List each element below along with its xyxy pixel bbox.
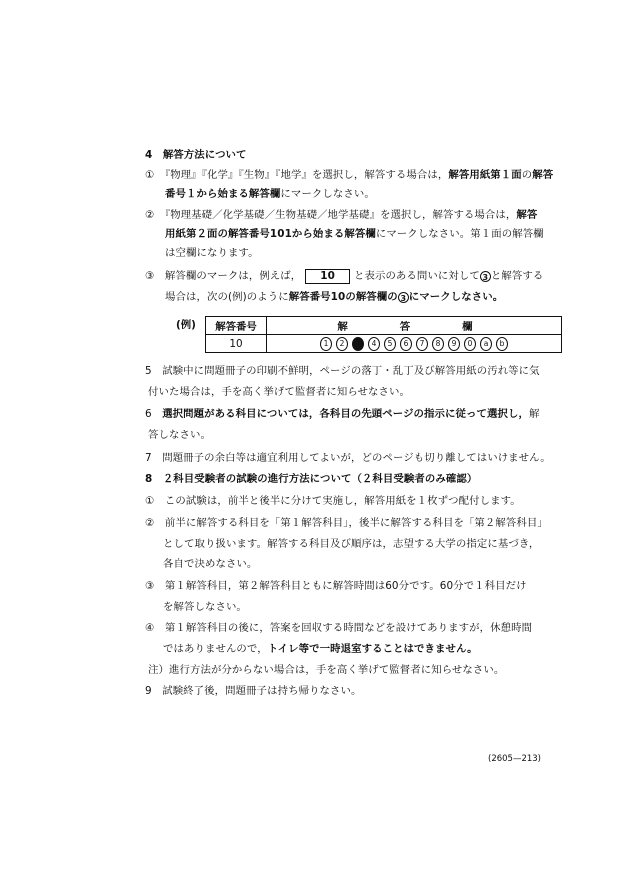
s6-line1: 6 選択問題がある科目については，各科目の先頭ページの指示に従って選択し，解 <box>145 408 540 420</box>
s4-item2-line1: ② 『物理基礎／化学基礎／生物基礎／地学基礎』を選択し，解答する場合は，解答 <box>145 209 538 221</box>
s4-item3-line2: 場合は，次の(例)のように解答番号10の解答欄の 3 にマークしなさい。 <box>165 291 504 303</box>
answer-bubbles <box>267 335 562 353</box>
s8-item3-line1: ③ 第１解答科目，第２解答科目ともに解答時間は60分です。60分で１科目だけ <box>145 580 527 592</box>
page-code: (2605—213) <box>488 754 541 764</box>
s8-item1: ① この試験は，前半と後半に分けて実施し，解答用紙を１枚ずつ配付します。 <box>145 495 521 507</box>
answer-bubble: 1 <box>320 337 332 351</box>
s5-line1: 5 試験中に問題冊子の印刷不鮮明，ページの落丁・乱丁及び解答用紙の汚れ等に気 <box>145 365 540 377</box>
s6-line2: 答しなさい。 <box>148 429 211 441</box>
s8-item3-line2: を解答しなさい。 <box>163 601 247 613</box>
answer-bubble: 5 <box>384 337 396 351</box>
answer-bubble: 4 <box>368 337 380 351</box>
answer-bubble: 0 <box>464 337 476 351</box>
answer-bubble: 7 <box>416 337 428 351</box>
s4-item2-line2: 用紙第２面の解答番号101から始まる解答欄にマークしなさい。第１面の解答欄 <box>165 228 544 240</box>
answer-bubble: 6 <box>400 337 412 351</box>
answer-number-cell: 10 <box>206 335 267 353</box>
section-8-heading: 8 ２科目受験者の試験の進行方法について（２科目受験者のみ確認） <box>145 473 478 485</box>
s8-item2-line3: 各自で決めなさい。 <box>163 558 258 570</box>
s8-item2-line1: ② 前半に解答する科目を「第１解答科目」，後半に解答する科目を「第２解答科目」 <box>145 517 548 529</box>
s4-item2-line3: は空欄になります。 <box>165 247 259 259</box>
s8-item4-line1: ④ 第１解答科目の後に，答案を回収する時間などを設けてありますが，休憩時間 <box>145 622 533 634</box>
answer-number-header: 解答番号 <box>206 317 267 335</box>
answer-bubble: 3 <box>352 337 364 351</box>
s5-line2: 付いた場合は，手を高く挙げて監督者に知らせなさい。 <box>148 386 410 398</box>
example-label: (例) <box>176 319 196 331</box>
circled-three-icon: 3 <box>398 292 409 303</box>
s8-item4-line2: ではありませんので，トイレ等で一時退室することはできません。 <box>163 643 478 655</box>
s8-note: 注）進行方法が分からない場合は，手を高く挙げて監督者に知らせなさい。 <box>148 664 505 676</box>
section-4-heading: 4 解答方法について <box>145 149 247 161</box>
answer-bubble: 8 <box>432 337 444 351</box>
s4-item1-line1: ① 『物理』『化学』『生物』『地学』を選択し，解答する場合は，解答用紙第１面の解答 <box>145 169 554 181</box>
answer-bubble: a <box>480 337 492 351</box>
boxed-question-number: 10 <box>305 269 350 284</box>
s9-line: 9 試験終了後，問題冊子は持ち帰りなさい。 <box>145 685 362 697</box>
answer-column-header: 解答欄 <box>267 317 562 335</box>
answer-bubble: 2 <box>336 337 348 351</box>
s4-item1-line2: 番号１から始まる解答欄にマークしなさい。 <box>165 188 375 200</box>
answer-bubble: b <box>496 337 508 351</box>
s7-line: 7 問題冊子の余白等は適宜利用してよいが，どのページも切り離してはいけません。 <box>145 452 551 464</box>
answer-sheet-example <box>205 316 562 353</box>
circled-three-icon: 3 <box>480 271 491 282</box>
s8-item2-line2: として取り扱います。解答する科目及び順序は，志望する大学の指定に基づき， <box>163 538 540 550</box>
s4-item3-line1: ③ 解答欄のマークは，例えば， 10 と表示のある問いに対して 3 と解答する <box>145 270 544 282</box>
answer-bubble: 9 <box>448 337 460 351</box>
